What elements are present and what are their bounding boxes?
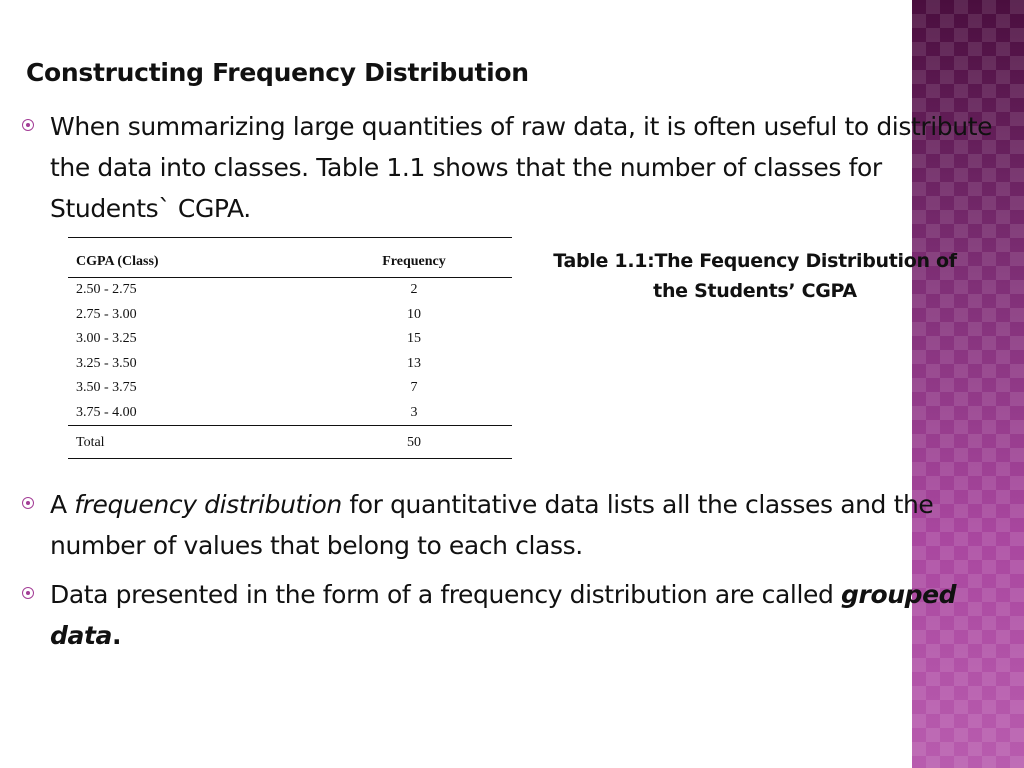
bullet-circle-icon (22, 119, 34, 131)
bullet-text-rest: . (112, 621, 122, 650)
total-label: Total (76, 435, 105, 450)
frequency-cell: 3 (410, 404, 418, 420)
frequency-cell: 10 (407, 306, 421, 322)
class-cell: 3.50 - 3.75 (76, 380, 137, 396)
bullet-item (22, 106, 997, 229)
bullet-text-lead: A (50, 490, 75, 519)
table-header-row (68, 238, 512, 278)
class-cell: 2.50 - 2.75 (76, 282, 137, 298)
table-row (68, 327, 512, 352)
frequency-cell: 13 (407, 355, 421, 371)
class-cell: 3.00 - 3.25 (76, 331, 137, 347)
bullet-text-lead: Data presented in the form of a frequency distribution are called (50, 580, 842, 609)
table-row (68, 376, 512, 401)
class-cell: 3.75 - 4.00 (76, 404, 137, 420)
frequency-cell: 7 (410, 380, 418, 396)
slide-title: Constructing Frequency Distribution (26, 58, 529, 87)
table-row (68, 278, 512, 303)
class-cell: 3.25 - 3.50 (76, 355, 137, 371)
table-row (68, 352, 512, 377)
column-header-class: CGPA (Class) (76, 253, 159, 269)
column-header-frequency: Frequency (382, 253, 446, 269)
emphasized-term: grouped data (50, 580, 957, 650)
emphasized-term: frequency distribution (74, 490, 342, 519)
frequency-cell: 15 (407, 331, 421, 347)
frequency-cell: 2 (410, 282, 418, 298)
bullet-circle-icon (22, 497, 34, 509)
bullet-text (50, 484, 997, 566)
total-value: 50 (407, 435, 421, 450)
table-total-row (68, 426, 512, 459)
bullet-item (22, 484, 997, 566)
bullet-text: When summarizing large quantities of raw data, it is often useful to distribute the data into classes. Table 1.1 shows that the number of classes for Students` CGPA. (50, 112, 993, 223)
table-row (68, 303, 512, 328)
bullet-circle-icon (22, 587, 34, 599)
bullet-item (22, 574, 997, 656)
class-cell: 2.75 - 3.00 (76, 306, 137, 322)
frequency-table (68, 237, 512, 459)
bullet-text-rest: for quantitative data lists all the classes and the number of values that belong to each class. (50, 490, 934, 560)
table-caption: Table 1.1:The Fequency Distribution of the Students’ CGPA (553, 250, 957, 302)
table-row (68, 401, 512, 426)
bullet-text (50, 574, 997, 656)
